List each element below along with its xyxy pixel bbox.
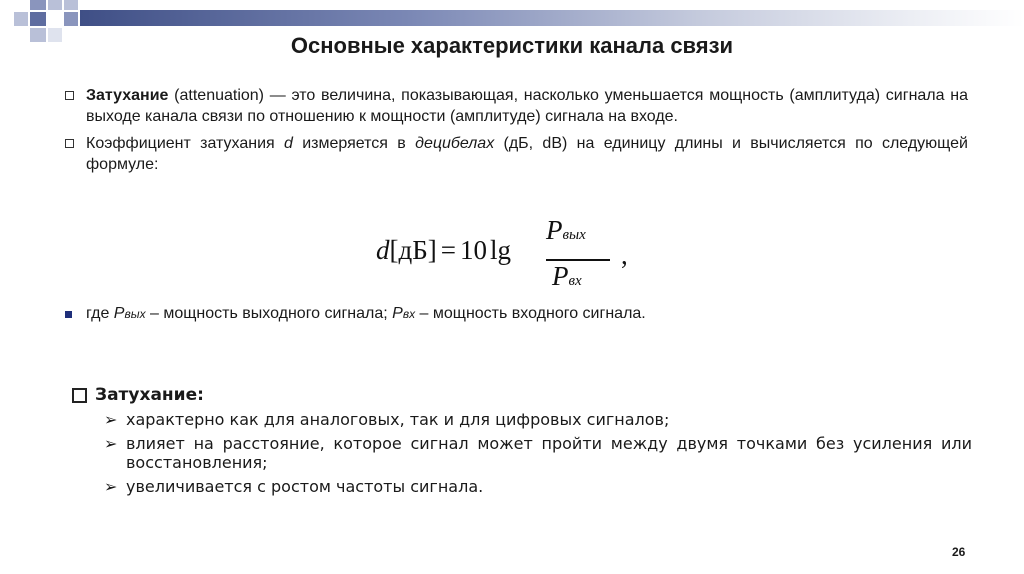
deco-square [30, 0, 46, 10]
deco-square [30, 12, 46, 26]
header-gradient-bar [80, 10, 1024, 26]
text-part: где [86, 305, 114, 322]
list-item [104, 477, 972, 496]
deco-square [14, 12, 28, 26]
page-number: 26 [952, 545, 966, 559]
deco-square [64, 12, 78, 26]
denominator-sub: вх [568, 273, 582, 289]
bullet-where [60, 303, 968, 325]
text-part: измеряется в [292, 135, 416, 152]
square-bullet-icon [72, 388, 87, 403]
var-p-in: P [392, 305, 403, 322]
list-item-text: увеличивается с ростом частоты сигнала. [126, 477, 484, 496]
sub-out: вых [124, 307, 146, 321]
list-item [104, 434, 972, 472]
italic-decibels: децибелах [415, 135, 495, 152]
bullet-attenuation-definition [60, 85, 968, 127]
slide-title: Основные характеристики канала связи [290, 33, 734, 58]
formula-coefficient: 10 [459, 235, 487, 265]
arrow-bullet-icon: ➢ [104, 434, 118, 453]
formula-unit: [дБ] [389, 235, 437, 265]
formula-comma: , [621, 240, 628, 270]
list-item-text: характерно как для аналоговых, так и для цифровых сигналов; [126, 410, 670, 429]
section-heading: Затухание: [95, 385, 204, 405]
formula-lhs-var: d [376, 235, 390, 265]
numerator-var: P [546, 215, 563, 245]
square-bullet-icon [65, 91, 74, 100]
list-item [104, 410, 972, 429]
denominator-var: P [552, 261, 569, 291]
text-part: – мощность входного сигнала. [415, 305, 646, 322]
arrow-bullet-icon: ➢ [104, 477, 118, 496]
var-p-out: P [113, 305, 125, 322]
solid-bullet-icon [65, 311, 72, 318]
numerator-sub: вых [562, 227, 586, 243]
deco-square [64, 0, 78, 10]
square-bullet-icon [65, 139, 74, 148]
formula-log: lg [489, 235, 511, 265]
definition-text: (attenuation) — это величина, показывающая, насколько уменьшается мощность (амплитуда) сигнала на выходе канала связи по отношению к мощности (амплитуде) сигнала на входе. [86, 87, 968, 125]
arrow-bullet-icon: ➢ [104, 410, 118, 429]
attenuation-properties [72, 385, 972, 496]
deco-square [48, 0, 62, 10]
bullet-attenuation-coefficient [60, 133, 968, 175]
text-part: – мощность выходного сигнала; [145, 305, 393, 322]
formula-equals: = [440, 235, 456, 265]
term-bold: Затухание [86, 87, 169, 104]
bullet-list [60, 85, 968, 181]
list-item-text: влияет на расстояние, которое сигнал может пройти между двумя точками без усиления или восстановления; [126, 434, 972, 472]
variable-d: d [284, 135, 293, 152]
text-part: Коэффициент затухания [86, 135, 284, 152]
sub-in: вх [402, 307, 416, 321]
text-part: (дБ, dB) на единицу длины и вычисляется по следующей формуле: [86, 135, 968, 173]
